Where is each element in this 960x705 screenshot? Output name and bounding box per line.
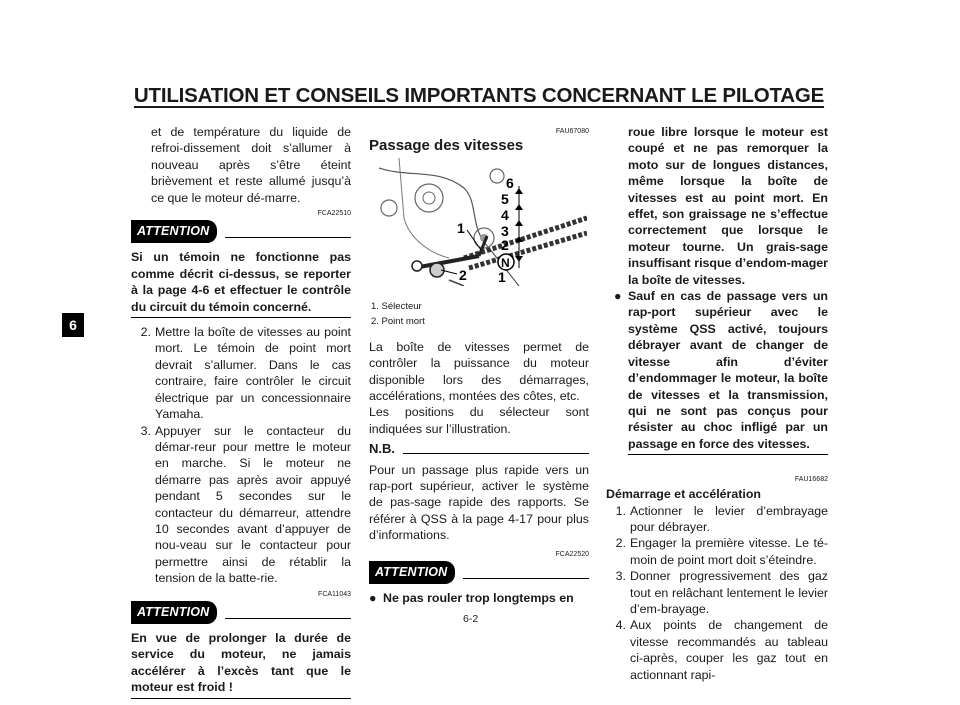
gear-label: 3 (501, 223, 509, 240)
gear-label: 1 (498, 269, 506, 286)
figure-caption: 1. Sélecteur (371, 300, 422, 312)
attention-label: ATTENTION (369, 561, 455, 584)
page-number: 6-2 (463, 613, 479, 625)
section-heading: Passage des vitesses (369, 137, 524, 154)
ref-code: FCA22510 (317, 210, 351, 218)
chapter-tab: 6 (62, 313, 84, 337)
step-text: Donner progressivement des gaz tout en relâchant lentement le levier d’em-brayage. (630, 569, 828, 616)
gear-shift-illustration (369, 158, 587, 286)
column-middle (369, 124, 589, 607)
step-number: 3. (615, 569, 626, 584)
list-item (606, 535, 828, 568)
attention-continued: roue libre lorsque le moteur est coupé et ne pas remorquer la moto sur de longues distances, même lorsque la boîte de vitesses est au point mort. En effet, son graissage ne s’effectue correctement que lorsque le moteur tourne. Un grais-sage insuffisant risque d’endom-mager la boîte de vitesses. (628, 125, 828, 287)
divider (463, 578, 589, 579)
gear-label: 4 (501, 207, 509, 224)
column-right (606, 124, 828, 683)
bullet-icon: ● (614, 289, 622, 304)
list-item (131, 324, 351, 422)
attention-label: ATTENTION (131, 220, 217, 243)
column-left (131, 124, 351, 705)
step-text: Appuyer sur le contacteur du démar-reur pour mettre le moteur en marche. Si le moteur ne démarre pas après avoir appuyé pendant 5 secondes sur le contacteur du démarreur, attendre 10 secondes avant d’appuyer de nou-veau sur le contacteur pour permettre ainsi de rétablir la tension de la batte-rie. (155, 423, 351, 586)
step-number: 2. (615, 536, 626, 551)
divider (225, 237, 351, 238)
gear-label: 5 (501, 191, 509, 208)
note-label: N.B. (369, 441, 395, 457)
gear-label: N (501, 256, 510, 271)
attention-header (131, 601, 351, 624)
attention-header (131, 220, 351, 243)
list-item (606, 503, 828, 536)
ref-code: FCA11043 (318, 590, 351, 598)
list-item (606, 568, 828, 617)
step-number: 2. (140, 325, 151, 340)
step-text: Aux points de changement de vitesse recommandés au tableau ci-après, couper les gaz tout en actionnant rapi- (630, 618, 828, 682)
steps-list (131, 324, 351, 587)
attention-header (369, 561, 589, 584)
note-header (369, 441, 589, 457)
bullet-item (369, 590, 589, 606)
page-title: UTILISATION ET CONSEILS IMPORTANTS CONCERNANT LE PILOTAGE (133, 84, 825, 107)
step-number: 3. (140, 423, 151, 438)
divider (225, 618, 351, 619)
attention-label: ATTENTION (131, 601, 217, 624)
list-item (131, 423, 351, 587)
step-number: 4. (615, 618, 626, 633)
subheading: Démarrage et accélération (606, 487, 761, 502)
note-text: Pour un passage plus rapide vers un rap-port supérieur, activer le système de pas-sage rapide des rapports. Se référer à QSS à la page 4-17 pour plus d’informations. (369, 462, 589, 543)
ref-code: FAU16682 (794, 476, 828, 484)
attention-text: En vue de prolonger la durée de service du moteur, ne jamais accélérer à l’excès tant que le moteur est froid ! (131, 630, 351, 699)
ref-code: FCA22520 (555, 550, 589, 558)
bullet-text: Sauf en cas de passage vers un rap-port supérieur avec le système QSS activé, toujours débrayer avant de changer de vitesse afin d’éviter d’endommager le moteur, la boîte de vitesses et la transmission, qui ne sont pas conçus pour résister au choc infligé par un passage en force des vitesses. (628, 288, 828, 455)
bullet-text: Ne pas rouler trop longtemps en (383, 591, 574, 606)
body-text: La boîte de vitesses permet de contrôler la puissance du moteur disponible lors des démarrages, accélérations, montées des côtes, etc. (369, 339, 589, 404)
step-text: Actionner le levier d’embrayage pour débrayer. (630, 503, 828, 534)
gear-label: 6 (506, 175, 514, 192)
gear-label: 2 (501, 237, 509, 254)
step-text: Engager la première vitesse. Le té-moin de point mort doit s’éteindre. (630, 536, 828, 567)
list-item (606, 617, 828, 683)
attention-text: Si un témoin ne fonctionne pas comme décrit ci-dessus, se reporter à la page 4-6 et effectuer le contrôle du circuit du témoin concerné. (131, 249, 351, 318)
bullet-item (606, 288, 828, 461)
ref-code: FAU67080 (555, 128, 589, 135)
callout-label: 2 (459, 267, 467, 284)
callout-label: 1 (457, 220, 465, 237)
bullet-icon: ● (369, 591, 377, 606)
intro-text: et de température du liquide de refroi-dissement doit s’allumer à nouveau après s’être éteint brièvement et reste allumé jusqu’à ce que le moteur dé-marre. (151, 125, 351, 205)
body-text: Les positions du sélecteur sont indiquées sur l’illustration. (369, 405, 589, 436)
divider (403, 453, 589, 454)
figure-caption: 2. Point mort (371, 315, 425, 327)
steps-list (606, 503, 828, 683)
step-text: Mettre la boîte de vitesses au point mort. Le témoin de point mort devrait s’allumer. Dans le cas contraire, faire contrôler le circuit électrique par un concessionnaire Yamaha. (155, 325, 351, 422)
step-number: 1. (615, 503, 626, 518)
